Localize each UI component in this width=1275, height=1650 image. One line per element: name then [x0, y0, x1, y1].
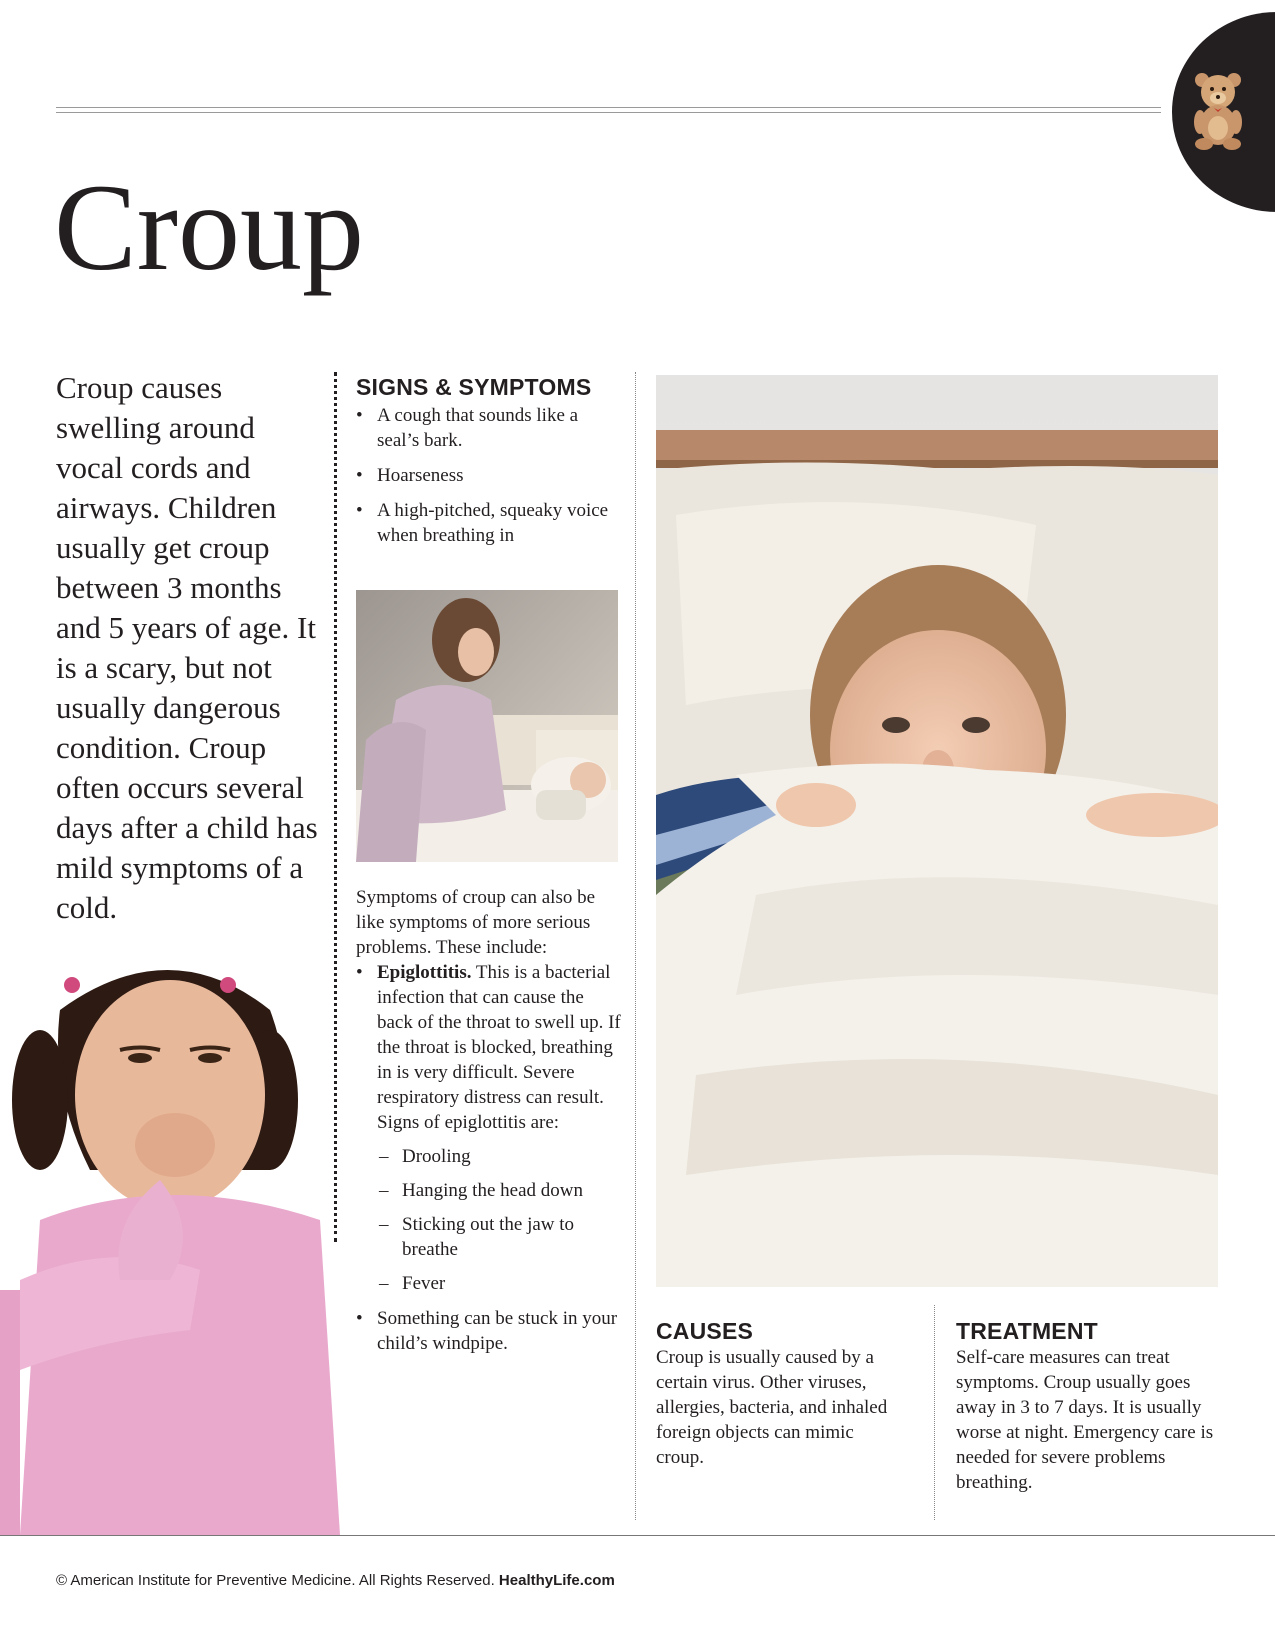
list-item: • Something can be stuck in your child’s windpipe.	[356, 1306, 622, 1356]
list-item: • Hoarseness	[356, 463, 622, 488]
column-divider	[934, 1305, 935, 1520]
serious-section	[356, 885, 622, 1356]
site-link[interactable]: HealthyLife.com	[498, 1572, 615, 1589]
signs-list	[356, 403, 622, 558]
treatment-text: Self-care measures can treat symptoms. Croup usually goes away in 3 to 7 days. It is usually worse at night. Emergency care is needed for severe problems breathing.	[956, 1347, 1214, 1493]
copyright-text: © American Institute for Preventive Medicine. All Rights Reserved.	[56, 1572, 499, 1589]
list-item: • A cough that sounds like a seal’s bark.	[356, 403, 622, 453]
column-divider	[635, 372, 636, 1520]
signs-heading: SIGNS & SYMPTOMS	[356, 374, 592, 400]
causes-text: Croup is usually caused by a certain virus. Other viruses, allergies, bacteria, and inhaled foreign objects can mimic croup.	[656, 1347, 888, 1468]
top-rule	[56, 107, 1161, 108]
coughing-girl-photo	[0, 950, 352, 1535]
footer	[56, 1572, 615, 1589]
epiglottitis-text: This is a bacterial infection that can cause the back of the throat to swell up. If the throat is blocked, breathing in is very difficult. Severe respiratory distress can result. Signs of epiglottitis are:	[377, 962, 621, 1133]
child-in-bed-photo	[656, 375, 1218, 1287]
teddy-bear-icon	[1188, 70, 1248, 150]
top-rule-secondary	[56, 112, 1161, 113]
serious-intro: Symptoms of croup can also be like symptoms of more serious problems. These include:	[356, 887, 596, 958]
page-title: Croup	[54, 159, 364, 296]
epiglottitis-signs	[377, 1144, 622, 1296]
list-item: – Sticking out the jaw to breathe	[377, 1212, 622, 1262]
list-item: • A high-pitched, squeaky voice when breathing in	[356, 498, 622, 548]
mother-with-baby-photo	[356, 590, 618, 862]
causes-section	[656, 1318, 906, 1470]
epiglottitis-label: Epiglottitis.	[377, 962, 472, 983]
treatment-section	[956, 1318, 1226, 1495]
list-item	[356, 960, 622, 1296]
causes-heading: CAUSES	[656, 1318, 754, 1344]
list-item: – Fever	[377, 1271, 622, 1296]
list-item: – Drooling	[377, 1144, 622, 1169]
footer-rule	[0, 1535, 1275, 1536]
list-item: – Hanging the head down	[377, 1178, 622, 1203]
serious-list	[356, 960, 622, 1356]
treatment-heading: TREATMENT	[956, 1318, 1098, 1344]
intro-text: Croup causes swelling around vocal cords and airways. Children usually get croup between 3 months and 5 years of age. It is a scary, but not usually dangerous condition. Croup often occurs several days after a child has mild symptoms of a cold.	[56, 370, 318, 925]
